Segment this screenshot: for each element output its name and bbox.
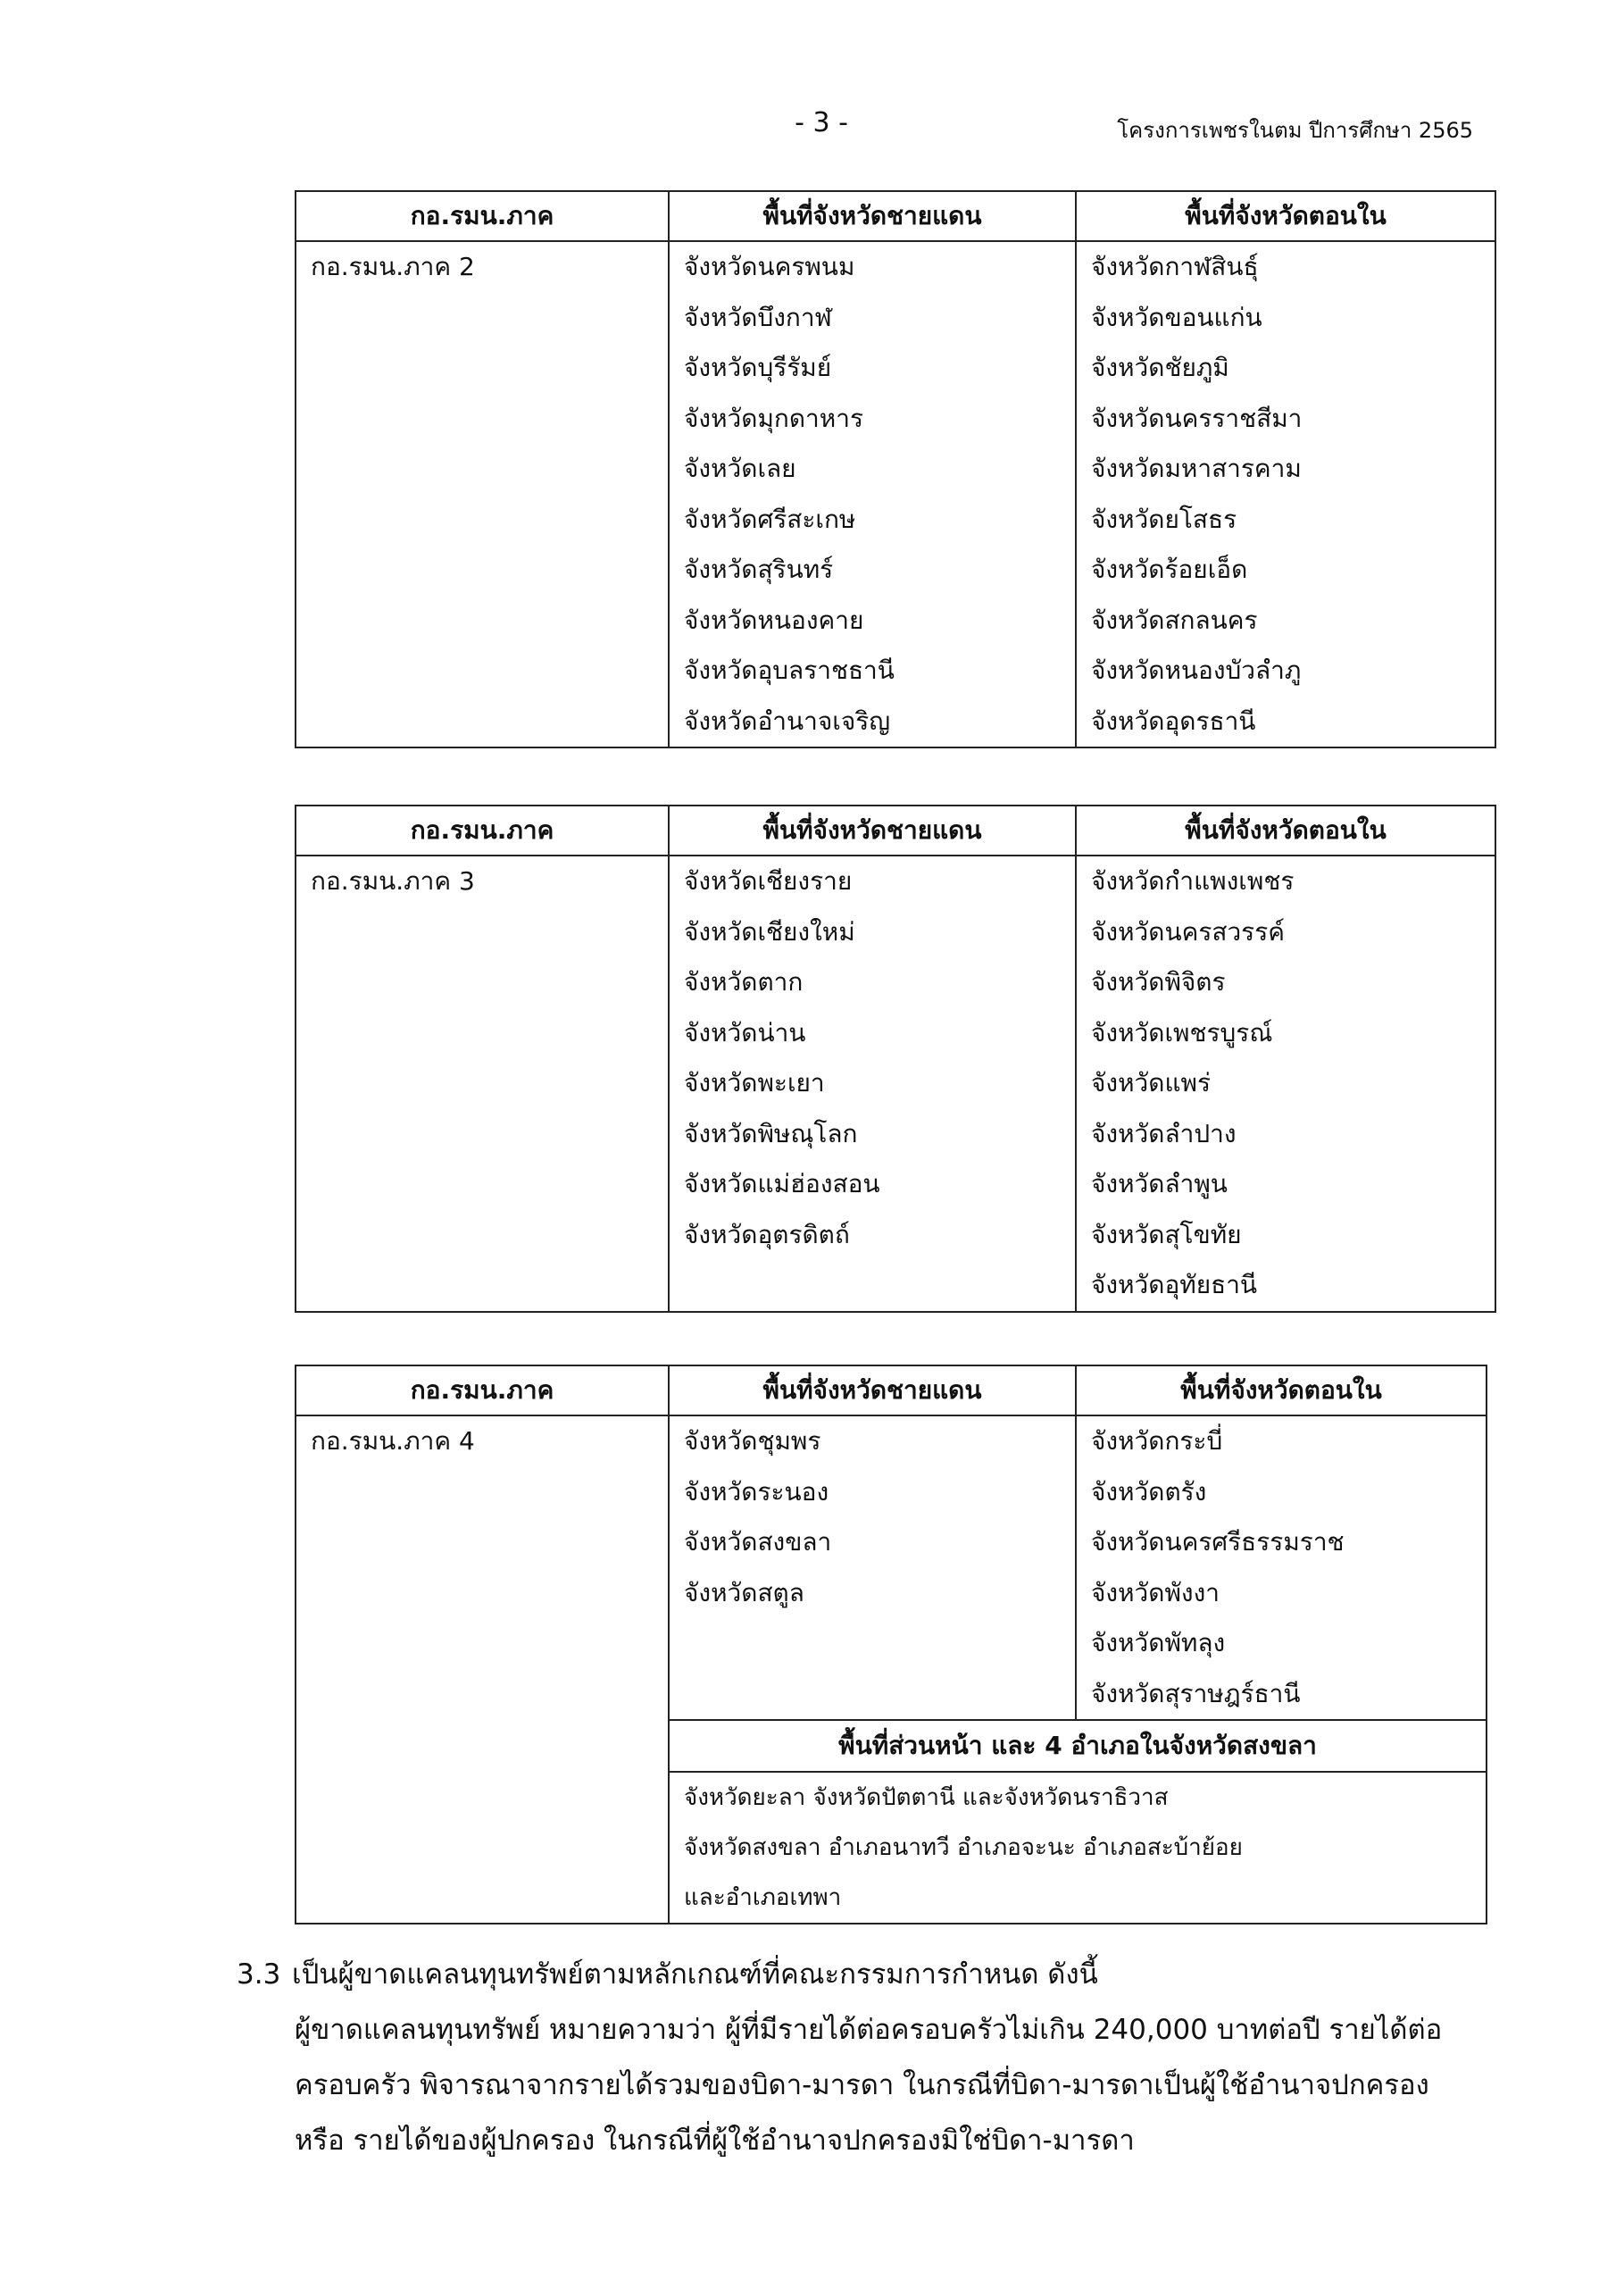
province-item: จังหวัดศรีสะเกษ	[684, 504, 856, 534]
province-item: จังหวัดพิจิตร	[1091, 967, 1226, 997]
province-item: จังหวัดอุบลราชธานี	[684, 655, 895, 685]
province-item: จังหวัดสุรินทร์	[684, 555, 834, 584]
table-header-row	[296, 191, 1495, 241]
region-table-2	[295, 190, 1496, 748]
province-item: จังหวัดสุราษฎร์ธานี	[1091, 1678, 1301, 1708]
province-item: จังหวัดกำแพงเพชร	[1091, 866, 1295, 896]
province-item: จังหวัดชุมพร	[684, 1426, 821, 1456]
section-line: ผู้ขาดแคลนทุนทรัพย์ หมายความว่า ผู้ที่มีรายได้ต่อครอบครัวไม่เกิน 240,000 บาทต่อปี รายได้ต่อ	[295, 2014, 1443, 2046]
province-item: จังหวัดเลย	[684, 454, 796, 483]
province-item: จังหวัดอุดรธานี	[1091, 705, 1256, 736]
inner-provinces-cell	[1076, 241, 1495, 747]
province-item: จังหวัดอุตรดิตถ์	[684, 1219, 850, 1249]
region-label: กอ.รมน.ภาค 3	[311, 866, 475, 896]
province-item: จังหวัดนครศรีธรรมราช	[1091, 1527, 1345, 1557]
province-item: จังหวัดพะเยา	[684, 1068, 825, 1098]
province-item	[684, 1669, 1061, 1720]
province-item	[684, 1618, 1061, 1669]
province-item: จังหวัดนครราชสีมา	[1091, 403, 1303, 433]
border-provinces-cell	[669, 856, 1076, 1312]
column-header-inner: พื้นที่จังหวัดตอนใน	[1076, 191, 1495, 241]
section-line: หรือ รายได้ของผู้ปกครอง ในกรณีที่ผู้ใช้อำนาจปกครองมิใช่บิดา-มารดา	[295, 2125, 1135, 2157]
province-item	[684, 1260, 1061, 1311]
province-item: จังหวัดลำพูน	[1091, 1169, 1228, 1198]
column-header-region: กอ.รมน.ภาค	[296, 806, 669, 856]
region-table-3	[295, 805, 1496, 1313]
province-item: จังหวัดร้อยเอ็ด	[1091, 555, 1248, 584]
province-item: จังหวัดชัยภูมิ	[1091, 353, 1229, 382]
inner-provinces-cell	[1076, 856, 1495, 1312]
frontline-header: พื้นที่ส่วนหน้า และ 4 อำเภอในจังหวัดสงขลา	[669, 1720, 1487, 1772]
column-header-border: พื้นที่จังหวัดชายแดน	[669, 191, 1076, 241]
column-header-region: กอ.รมน.ภาค	[296, 1365, 669, 1415]
province-item: จังหวัดสกลนคร	[1091, 605, 1258, 635]
province-item: จังหวัดมหาสารคาม	[1091, 454, 1302, 483]
frontline-line: จังหวัดยะลา จังหวัดปัตตานี และจังหวัดนราธิวาส	[684, 1784, 1169, 1811]
province-item: จังหวัดอุทัยธานี	[1091, 1270, 1258, 1299]
table-header-row	[296, 806, 1495, 856]
frontline-line: และอำเภอเทพา	[684, 1884, 842, 1911]
province-item: จังหวัดสุโขทัย	[1091, 1219, 1242, 1249]
table-row	[296, 1415, 1487, 1720]
province-item: จังหวัดน่าน	[684, 1017, 806, 1048]
page-number: - 3 -	[795, 107, 848, 138]
region-table-4	[295, 1365, 1487, 1924]
project-title: โครงการเพชรในตม ปีการศึกษา 2565	[1117, 118, 1473, 143]
province-item: จังหวัดกระบี่	[1091, 1426, 1223, 1456]
province-item: จังหวัดสตูล	[684, 1577, 804, 1607]
frontline-line: จังหวัดสงขลา อำเภอนาทวี อำเภอจะนะ อำเภอสะบ้าย้อย	[684, 1834, 1243, 1861]
province-item: จังหวัดหนองบัวลำภู	[1091, 655, 1302, 685]
frontline-cell	[669, 1772, 1487, 1924]
section-line: เป็นผู้ขาดแคลนทุนทรัพย์ตามหลักเกณฑ์ที่คณะกรรมการกำหนด ดังนี้	[292, 1958, 1098, 1991]
province-item: จังหวัดแม่ฮ่องสอน	[684, 1169, 880, 1198]
region-cell	[296, 241, 669, 747]
column-header-border: พื้นที่จังหวัดชายแดน	[669, 1365, 1076, 1415]
province-item: จังหวัดอำนาจเจริญ	[684, 705, 891, 736]
province-item: จังหวัดขอนแก่น	[1091, 302, 1262, 332]
province-item: จังหวัดสงขลา	[684, 1527, 832, 1557]
section-heading-line	[237, 1947, 1487, 2002]
region-cell	[296, 1415, 669, 1924]
region-label: กอ.รมน.ภาค 2	[311, 252, 475, 281]
province-item: จังหวัดนครสวรรค์	[1091, 916, 1285, 947]
table-row	[296, 241, 1495, 747]
province-item: จังหวัดพังงา	[1091, 1577, 1220, 1607]
province-item: จังหวัดมุกดาหาร	[684, 403, 863, 433]
section-3-3	[237, 1947, 1487, 2168]
table-row	[296, 856, 1495, 1312]
province-item: จังหวัดยโสธร	[1091, 504, 1237, 534]
province-item: จังหวัดเชียงใหม่	[684, 916, 855, 947]
border-provinces-cell	[669, 241, 1076, 747]
province-item: จังหวัดเพชรบูรณ์	[1091, 1017, 1273, 1048]
province-item: จังหวัดบึงกาฬ	[684, 302, 832, 332]
province-item: จังหวัดพิษณุโลก	[684, 1118, 858, 1148]
province-item: จังหวัดหนองคาย	[684, 605, 864, 635]
section-number: 3.3	[237, 1958, 281, 1991]
province-item: จังหวัดกาฬสินธุ์	[1091, 252, 1259, 281]
inner-provinces-cell	[1076, 1415, 1487, 1720]
province-item: จังหวัดเชียงราย	[684, 866, 853, 896]
province-item: จังหวัดบุรีรัมย์	[684, 353, 832, 382]
province-item: จังหวัดพัทลุง	[1091, 1628, 1226, 1657]
province-item: จังหวัดตาก	[684, 967, 804, 997]
column-header-region: กอ.รมน.ภาค	[296, 191, 669, 241]
province-item: จังหวัดลำปาง	[1091, 1118, 1237, 1148]
province-item: จังหวัดระนอง	[684, 1476, 829, 1507]
border-provinces-cell	[669, 1415, 1076, 1720]
column-header-inner: พื้นที่จังหวัดตอนใน	[1076, 1365, 1487, 1415]
region-cell	[296, 856, 669, 1312]
column-header-border: พื้นที่จังหวัดชายแดน	[669, 806, 1076, 856]
column-header-inner: พื้นที่จังหวัดตอนใน	[1076, 806, 1495, 856]
table-header-row	[296, 1365, 1487, 1415]
region-label: กอ.รมน.ภาค 4	[311, 1426, 475, 1456]
province-item: จังหวัดนครพนม	[684, 252, 855, 281]
section-line: ครอบครัว พิจารณาจากรายได้รวมของบิดา-มารดา ในกรณีที่บิดา-มารดาเป็นผู้ใช้อำนาจปกครอง	[295, 2069, 1429, 2101]
province-item: จังหวัดตรัง	[1091, 1476, 1207, 1507]
province-item: จังหวัดแพร่	[1091, 1068, 1211, 1098]
